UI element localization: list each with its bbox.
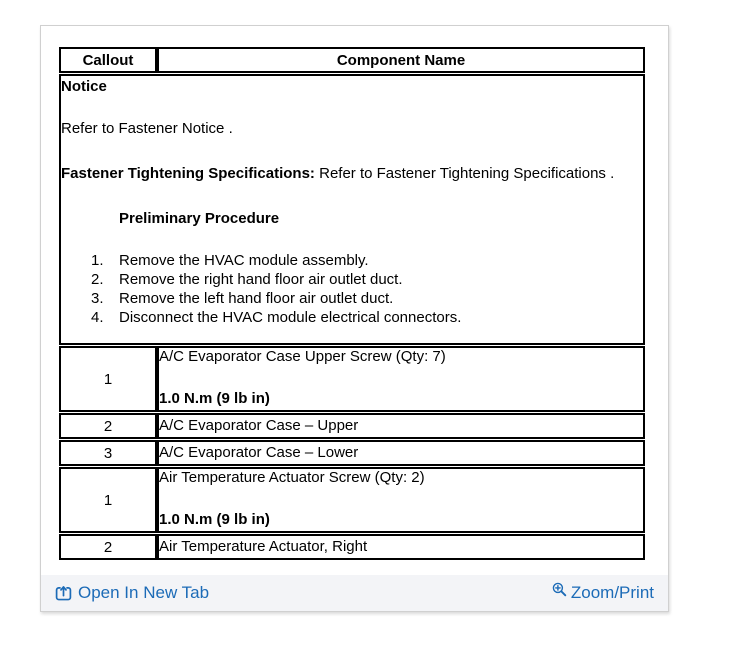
open-in-new-tab-link[interactable] xyxy=(55,583,209,603)
callout-number: 1 xyxy=(59,346,157,412)
notice-title: Notice xyxy=(61,78,107,95)
fastener-spec-text: Refer to Fastener Tightening Specifications . xyxy=(314,165,615,182)
step-number: 2. xyxy=(91,271,104,288)
notice-row xyxy=(59,74,645,345)
step-text: Remove the right hand floor air outlet duct. xyxy=(119,271,403,288)
table-row xyxy=(59,467,645,533)
step-text: Disconnect the HVAC module electrical connectors. xyxy=(119,309,462,326)
table-row xyxy=(59,440,645,466)
zoom-print-label: Zoom/Print xyxy=(570,583,654,602)
zoom-print-link[interactable] xyxy=(552,582,654,604)
open-in-new-tab-label: Open In New Tab xyxy=(78,583,210,602)
step-text: Remove the HVAC module assembly. xyxy=(119,252,369,269)
table-row xyxy=(59,534,645,560)
component-name-cell xyxy=(157,413,645,439)
fastener-spec-label: Fastener Tightening Specifications: xyxy=(61,165,315,182)
step-number: 3. xyxy=(91,290,104,307)
component-name-cell xyxy=(157,346,645,412)
preliminary-procedure-heading: Preliminary Procedure xyxy=(119,210,280,227)
callout-number: 1 xyxy=(59,467,157,533)
component-name-cell xyxy=(157,440,645,466)
table-header-row xyxy=(59,47,645,73)
list-item xyxy=(61,270,643,289)
list-item xyxy=(61,251,643,270)
table-row xyxy=(59,413,645,439)
component-name: A/C Evaporator Case Upper Screw (Qty: 7) xyxy=(159,348,446,365)
list-item xyxy=(61,289,643,308)
step-number: 1. xyxy=(91,252,104,269)
fastener-tightening-spec-line xyxy=(61,165,643,183)
step-text: Remove the left hand floor air outlet duct. xyxy=(119,290,394,307)
component-name-cell xyxy=(157,467,645,533)
callout-number: 3 xyxy=(59,440,157,466)
component-name: A/C Evaporator Case – Lower xyxy=(159,444,359,461)
torque-spec: 1.0 N.m (9 lb in) xyxy=(159,511,270,528)
panel-footer-bar xyxy=(41,575,668,611)
component-name-column-header: Component Name xyxy=(157,47,645,73)
step-number: 4. xyxy=(91,309,104,326)
component-name-cell xyxy=(157,534,645,560)
refer-fastener-notice-text: Refer to Fastener Notice . xyxy=(61,120,233,137)
table-row xyxy=(59,346,645,412)
torque-spec: 1.0 N.m (9 lb in) xyxy=(159,390,270,407)
notice-cell xyxy=(59,74,645,345)
open-in-new-tab-icon xyxy=(55,585,72,602)
callout-number: 2 xyxy=(59,534,157,560)
component-name: Air Temperature Actuator, Right xyxy=(159,538,368,555)
zoom-in-magnifier-icon xyxy=(552,582,567,597)
callout-column-header: Callout xyxy=(59,47,157,73)
callout-component-table xyxy=(59,46,645,561)
list-item xyxy=(61,308,643,327)
component-name: Air Temperature Actuator Screw (Qty: 2) xyxy=(159,469,425,486)
component-spec-panel xyxy=(40,25,669,612)
component-name: A/C Evaporator Case – Upper xyxy=(159,417,359,434)
preliminary-steps-list xyxy=(61,251,643,327)
callout-number: 2 xyxy=(59,413,157,439)
